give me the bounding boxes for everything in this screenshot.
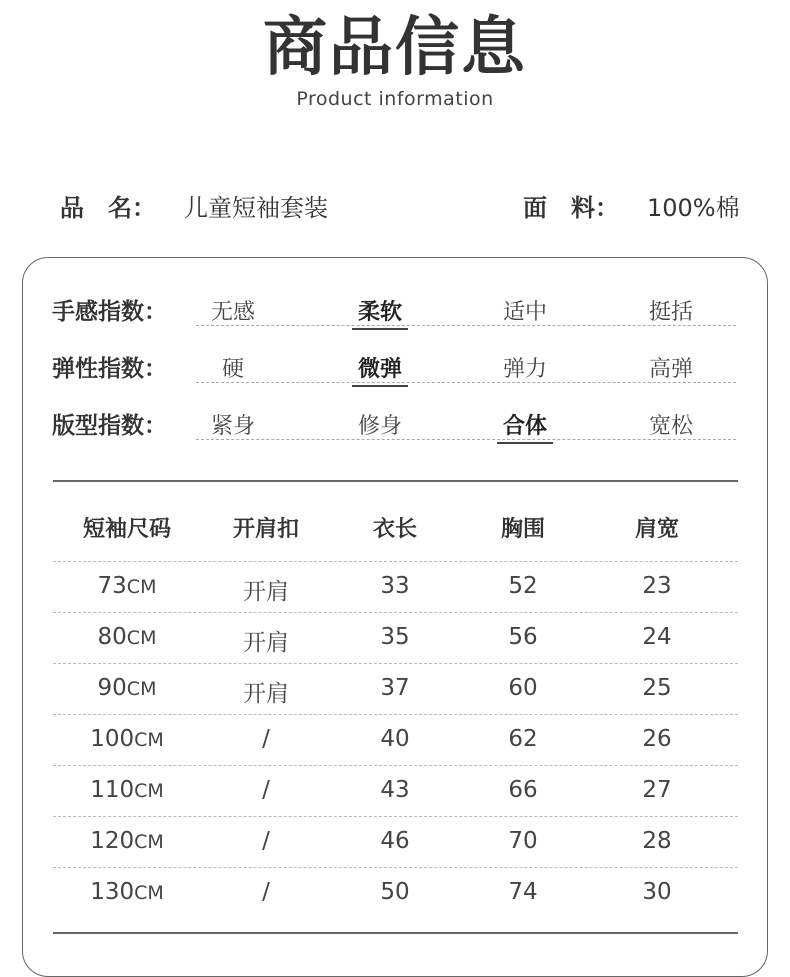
size-unit: CM (126, 627, 157, 649)
table-row (0, 663, 790, 713)
index-label: 弹性指数： (52, 356, 167, 382)
page-subtitle: Product information (296, 88, 494, 110)
product-name-label: 品 名： (60, 194, 156, 222)
size-value: 110 (90, 777, 135, 803)
row-separator (53, 663, 738, 664)
index-option: 无感 (210, 300, 255, 325)
col-header-length: 衣长 (372, 517, 417, 542)
index-option: 硬 (221, 357, 244, 382)
col-header-size: 短袖尺码 (82, 517, 171, 542)
cell-shoulder-width: 30 (642, 879, 672, 905)
cell-size (62, 726, 192, 752)
cell-length: 40 (380, 726, 410, 752)
cell-length: 35 (380, 624, 410, 650)
cell-chest: 52 (508, 573, 538, 599)
cell-length: 37 (380, 675, 410, 701)
cell-shoulder-button: 开肩 (243, 579, 289, 605)
cell-chest: 56 (508, 624, 538, 650)
size-value: 100 (90, 726, 135, 752)
index-option: 弹力 (502, 357, 547, 382)
material-label: 面 料： (523, 194, 619, 222)
size-value: 90 (97, 675, 127, 701)
cell-shoulder-button: / (262, 726, 270, 752)
col-header-shoulder-button: 开肩扣 (232, 517, 299, 542)
cell-shoulder-button: 开肩 (243, 630, 289, 656)
page-title: 商品信息 (263, 11, 527, 85)
size-unit: CM (134, 780, 164, 802)
row-separator (53, 765, 738, 766)
index-option: 修身 (357, 414, 402, 439)
cell-length: 50 (380, 879, 410, 905)
row-separator (53, 816, 738, 817)
table-row (0, 816, 790, 866)
index-option: 适中 (502, 300, 547, 325)
cell-shoulder-button: / (262, 828, 270, 854)
col-header-shoulder-width: 肩宽 (634, 517, 679, 542)
table-row (0, 612, 790, 662)
index-option: 紧身 (210, 414, 255, 439)
table-top-rule (53, 480, 738, 482)
product-name-row (60, 188, 328, 223)
cell-shoulder-width: 24 (642, 624, 672, 650)
row-separator (53, 714, 738, 715)
cell-shoulder-button: / (262, 879, 270, 905)
material-row (523, 188, 740, 223)
table-row (0, 561, 790, 611)
size-value: 130 (90, 879, 135, 905)
size-value: 120 (90, 828, 135, 854)
index-label: 手感指数： (52, 299, 167, 325)
cell-size (62, 828, 192, 854)
cell-chest: 70 (508, 828, 538, 854)
index-option: 挺括 (648, 300, 693, 325)
cell-size (62, 573, 192, 599)
index-option: 高弹 (648, 357, 693, 382)
cell-size (62, 879, 192, 905)
index-row (0, 344, 790, 384)
cell-length: 33 (380, 573, 410, 599)
cell-shoulder-width: 25 (642, 675, 672, 701)
index-option-selected: 微弹 (325, 352, 435, 383)
size-unit: CM (126, 678, 157, 700)
size-value: 73 (97, 573, 127, 599)
table-bottom-rule (53, 932, 738, 934)
index-label: 版型指数： (52, 413, 167, 439)
material-value: 100%棉 (647, 194, 740, 222)
index-option: 宽松 (648, 414, 693, 439)
size-unit: CM (134, 831, 164, 853)
cell-shoulder-width: 23 (642, 573, 672, 599)
table-row (0, 765, 790, 815)
index-row (0, 287, 790, 327)
size-unit: CM (126, 576, 157, 598)
cell-size (62, 777, 192, 803)
product-name-value: 儿童短袖套装 (184, 194, 328, 222)
cell-chest: 66 (508, 777, 538, 803)
row-separator (53, 867, 738, 868)
cell-chest: 60 (508, 675, 538, 701)
index-option-selected: 合体 (470, 409, 580, 440)
cell-chest: 62 (508, 726, 538, 752)
cell-shoulder-button: / (262, 777, 270, 803)
index-row (0, 401, 790, 441)
size-unit: CM (134, 729, 164, 751)
index-option-selected: 柔软 (325, 295, 435, 326)
cell-size (62, 624, 192, 650)
row-separator (53, 612, 738, 613)
cell-length: 46 (380, 828, 410, 854)
size-value: 80 (97, 624, 127, 650)
cell-length: 43 (380, 777, 410, 803)
row-separator (53, 561, 738, 562)
cell-shoulder-width: 27 (642, 777, 672, 803)
col-header-chest: 胸围 (500, 517, 545, 542)
table-row (0, 714, 790, 764)
cell-shoulder-width: 28 (642, 828, 672, 854)
size-unit: CM (134, 882, 164, 904)
cell-shoulder-width: 26 (642, 726, 672, 752)
cell-chest: 74 (508, 879, 538, 905)
table-row (0, 867, 790, 917)
cell-shoulder-button: 开肩 (243, 681, 289, 707)
cell-size (62, 675, 192, 701)
